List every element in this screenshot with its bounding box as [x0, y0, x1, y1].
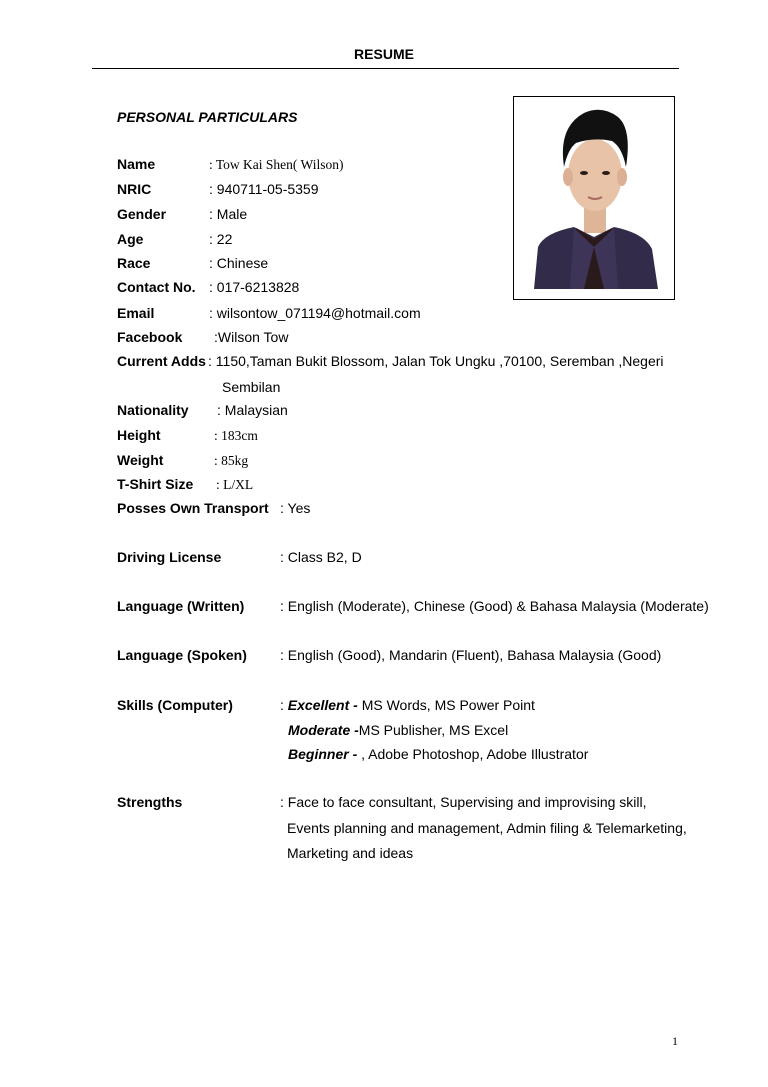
skill-items-excellent: MS Words, MS Power Point [357, 697, 535, 713]
gender-value: : Male [209, 206, 248, 222]
strengths-line3: Marketing and ideas [287, 845, 414, 861]
skill-items-beginner: , Adobe Photoshop, Adobe Illustrator [357, 746, 589, 762]
lang-spoken-label: Language (Spoken) [117, 647, 247, 663]
nationality-value: : Malaysian [217, 402, 288, 418]
skill-items-moderate: MS Publisher, MS Excel [358, 722, 509, 738]
photo-eye-left [580, 171, 588, 175]
photo-ear-left [563, 168, 573, 186]
strengths-line2: Events planning and management, Admin filing & Telemarketing, [287, 820, 687, 836]
contact-value: : 017-6213828 [209, 279, 300, 295]
weight-value: : 85kg [214, 453, 249, 468]
driving-value: : Class B2, D [280, 549, 362, 565]
photo-face [568, 139, 622, 211]
facebook-value: :Wilson Tow [214, 329, 289, 345]
height-value: : 183cm [214, 428, 258, 443]
skills-colon: : [280, 697, 288, 713]
nric-value: : 940711-05-5359 [209, 181, 319, 197]
skills-label: Skills (Computer) [117, 697, 233, 713]
weight-label: Weight [117, 452, 164, 468]
skill-level-beginner: Beginner - [288, 746, 358, 762]
skills-line-excellent [280, 697, 535, 713]
skills-line-moderate [288, 722, 508, 738]
transport-label: Posses Own Transport [117, 500, 269, 516]
height-label: Height [117, 427, 161, 443]
driving-label: Driving License [117, 549, 222, 565]
age-label: Age [117, 231, 144, 247]
tshirt-value: : L/XL [216, 477, 254, 492]
transport-value: : Yes [280, 500, 311, 516]
name-value: : Tow Kai Shen( Wilson) [209, 157, 344, 172]
name-label: Name [117, 156, 156, 172]
nric-label: NRIC [117, 181, 152, 197]
lang-spoken-value: : English (Good), Mandarin (Fluent), Bahasa Malaysia (Good) [280, 647, 662, 663]
skill-level-excellent: Excellent - [287, 697, 358, 713]
race-label: Race [117, 255, 151, 271]
address-label: Current Adds [117, 353, 206, 369]
photo-eye-right [602, 171, 610, 175]
address-value-line1: : 1150,Taman Bukit Blossom, Jalan Tok Ungku ,70100, Seremban ,Negeri [208, 353, 664, 369]
gender-label: Gender [117, 206, 167, 222]
skills-line-beginner [288, 746, 588, 762]
section-heading-personal: PERSONAL PARTICULARS [117, 109, 298, 125]
skill-level-moderate: Moderate - [288, 722, 359, 738]
nationality-label: Nationality [117, 402, 189, 418]
facebook-label: Facebook [117, 329, 183, 345]
address-value-line2: Sembilan [222, 379, 281, 395]
contact-label: Contact No. [117, 279, 196, 295]
strengths-line1: : Face to face consultant, Supervising and improvising skill, [280, 794, 647, 810]
photo-ear-right [617, 168, 627, 186]
lang-written-value: : English (Moderate), Chinese (Good) & Bahasa Malaysia (Moderate) [280, 598, 709, 614]
email-value: : wilsontow_071194@hotmail.com [209, 305, 421, 321]
title-divider [92, 68, 679, 69]
page-number: 1 [672, 1034, 678, 1048]
profile-photo-frame [513, 96, 675, 300]
email-label: Email [117, 305, 155, 321]
tshirt-label: T-Shirt Size [117, 476, 194, 492]
lang-written-label: Language (Written) [117, 598, 245, 614]
profile-photo [514, 97, 674, 299]
document-title: RESUME [354, 46, 414, 62]
strengths-label: Strengths [117, 794, 183, 810]
race-value: : Chinese [209, 255, 269, 271]
age-value: : 22 [209, 231, 233, 247]
